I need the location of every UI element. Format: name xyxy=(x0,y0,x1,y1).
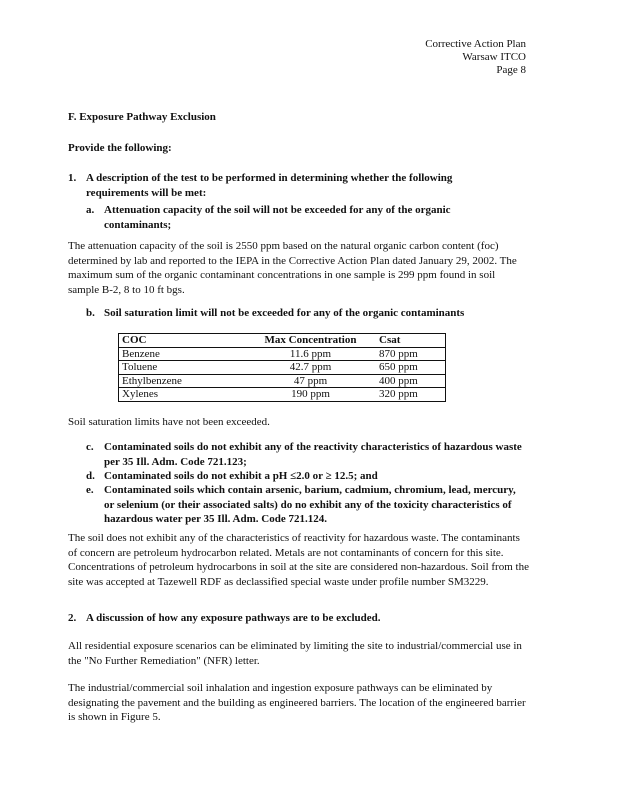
paragraph-residential: All residential exposure scenarios can be eliminated by limiting the site to industrial/commercial use in the "No Further Remediation" (NFR) letter. xyxy=(68,640,522,667)
item-1: 1. A description of the test to be performed in determining whether the following requirements will be met: xyxy=(68,172,453,199)
item-e: e. Contaminated soils which contain arsenic, barium, cadmium, chromium, lead, mercury, or selenium (or their associated salts) do no exhibit any of the toxicity characteristics of hazardous water per 35 Ill. Adm. Code 721.124. xyxy=(86,484,516,525)
item-c: c. Contaminated soils do not exhibit any of the reactivity characteristics of hazardous waste per 35 Ill. Adm. Code 721.123; xyxy=(86,441,522,468)
table-row: Xylenes 190 ppm 320 ppm xyxy=(119,388,446,402)
paragraph-industrial: The industrial/commercial soil inhalation and ingestion exposure pathways can be eliminated by designating the pavement and the building as engineered barriers. The location of the engineered barrier is shown in Figure 5. xyxy=(68,682,526,723)
item-d: d. Contaminated soils do not exhibit a pH ≤2.0 or ≥ 12.5; and xyxy=(86,470,378,482)
table-row: Benzene 11.6 ppm 870 ppm xyxy=(119,347,446,361)
paragraph-attenuation: The attenuation capacity of the soil is 2550 ppm based on the natural organic carbon content (foc) determined by lab and reported to the IEPA in the Corrective Action Plan dated January 29, 2002. The maximum sum of the organic contaminant concentrations in one sample is 299 ppm found in soil sample B-2, 8 to 10 ft bgs. xyxy=(68,240,517,296)
table-header-row: COC Max Concentration Csat xyxy=(119,334,446,348)
header-title: Corrective Action Plan xyxy=(425,38,526,50)
table-row: Toluene 42.7 ppm 650 ppm xyxy=(119,361,446,375)
item-a: a. Attenuation capacity of the soil will not be exceeded for any of the organic contaminants; xyxy=(86,204,451,231)
item-b: b. Soil saturation limit will not be exceeded for any of the organic contaminants xyxy=(86,307,465,319)
provide-heading: Provide the following: xyxy=(68,142,172,154)
table-row: Ethylbenzene 47 ppm 400 ppm xyxy=(119,374,446,388)
page-header xyxy=(425,38,526,77)
header-page: Page 8 xyxy=(496,64,526,76)
saturation-table xyxy=(118,333,446,402)
paragraph-reactivity: The soil does not exhibit any of the characteristics of reactivity for hazardous waste. The contaminants of concern are petroleum hydrocarbon related. Metals are not contaminants of concern for this site. Concentrations of petroleum hydrocarbons in soil at the site are considered non-hazardous. Soil from the site was accepted at Tazewell RDF as declassified special waste under profile number SM3229. xyxy=(68,532,529,588)
item-2: 2. A discussion of how any exposure pathways are to be excluded. xyxy=(68,612,381,624)
saturation-note: Soil saturation limits have not been exceeded. xyxy=(68,416,270,428)
section-title: F. Exposure Pathway Exclusion xyxy=(68,111,216,123)
header-site: Warsaw ITCO xyxy=(462,51,526,63)
